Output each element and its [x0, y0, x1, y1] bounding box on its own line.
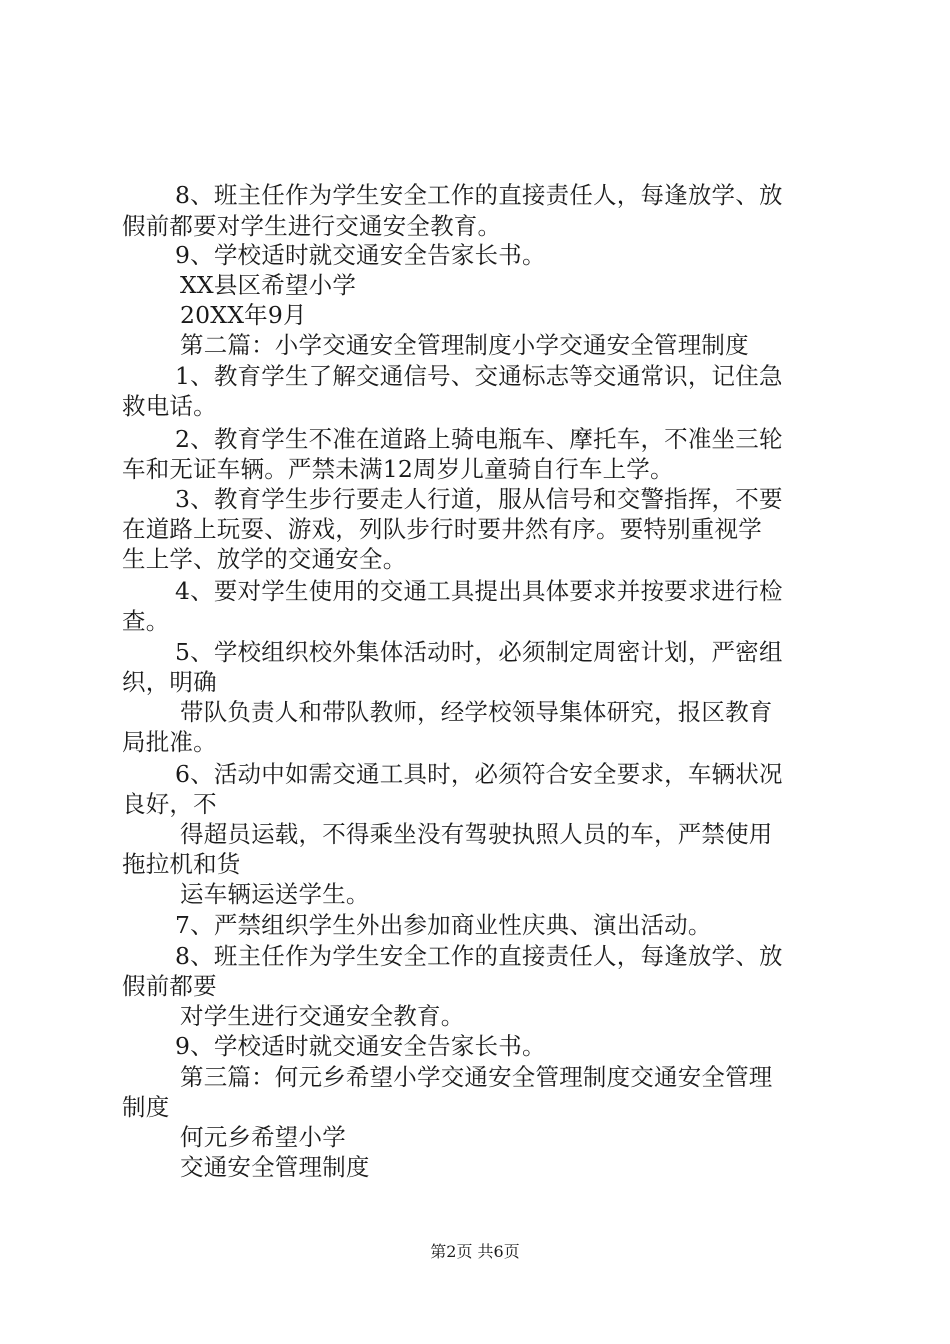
- text-line: 5、学校组织校外集体活动时，必须制定周密计划，严密组: [175, 638, 783, 666]
- text-line: 2、教育学生不准在道路上骑电瓶车、摩托车，不准坐三轮: [175, 425, 783, 453]
- text-line: 4、要对学生使用的交通工具提出具体要求并按要求进行检: [175, 577, 783, 605]
- text-line: XX县区希望小学: [180, 271, 357, 299]
- text-line: 9、学校适时就交通安全告家长书。: [175, 1032, 546, 1060]
- text-line: 对学生进行交通安全教育。: [180, 1002, 465, 1030]
- text-line: 8、班主任作为学生安全工作的直接责任人，每逢放学、放: [175, 181, 783, 209]
- section-heading: 第二篇：小学交通安全管理制度小学交通安全管理制度: [180, 331, 749, 359]
- text-line: 3、教育学生步行要走人行道，服从信号和交警指挥，不要: [175, 485, 783, 513]
- text-line: 查。: [122, 607, 170, 635]
- text-line: 何元乡希望小学: [180, 1123, 346, 1151]
- text-line: 带队负责人和带队教师，经学校领导集体研究，报区教育: [180, 698, 773, 726]
- text-line: 在道路上玩耍、游戏，列队步行时要井然有序。要特别重视学: [122, 515, 762, 543]
- text-line: 7、严禁组织学生外出参加商业性庆典、演出活动。: [175, 911, 712, 939]
- text-line: 6、活动中如需交通工具时，必须符合安全要求，车辆状况: [175, 760, 783, 788]
- text-line: 20XX年9月: [180, 301, 307, 329]
- text-line: 交通安全管理制度: [180, 1153, 370, 1181]
- text-line: 得超员运载，不得乘坐没有驾驶执照人员的车，严禁使用: [180, 820, 773, 848]
- text-line: 制度: [122, 1093, 170, 1121]
- text-line: 1、教育学生了解交通信号、交通标志等交通常识，记住急: [175, 362, 783, 390]
- page-footer: 第2页 共6页: [430, 1242, 520, 1261]
- text-line: 9、学校适时就交通安全告家长书。: [175, 241, 546, 269]
- text-line: 局批准。: [122, 728, 217, 756]
- text-line: 运车辆运送学生。: [180, 880, 370, 908]
- text-line: 织，明确: [122, 668, 217, 696]
- text-line: 8、班主任作为学生安全工作的直接责任人，每逢放学、放: [175, 942, 783, 970]
- text-line: 救电话。: [122, 392, 217, 420]
- text-line: 假前都要对学生进行交通安全教育。: [122, 212, 502, 240]
- text-line: 良好，不: [122, 790, 217, 818]
- text-line: 拖拉机和货: [122, 850, 241, 878]
- section-heading: 第三篇：何元乡希望小学交通安全管理制度交通安全管理: [180, 1063, 773, 1091]
- text-line: 车和无证车辆。严禁未满12周岁儿童骑自行车上学。: [122, 455, 674, 483]
- text-line: 生上学、放学的交通安全。: [122, 545, 407, 573]
- text-line: 假前都要: [122, 972, 217, 1000]
